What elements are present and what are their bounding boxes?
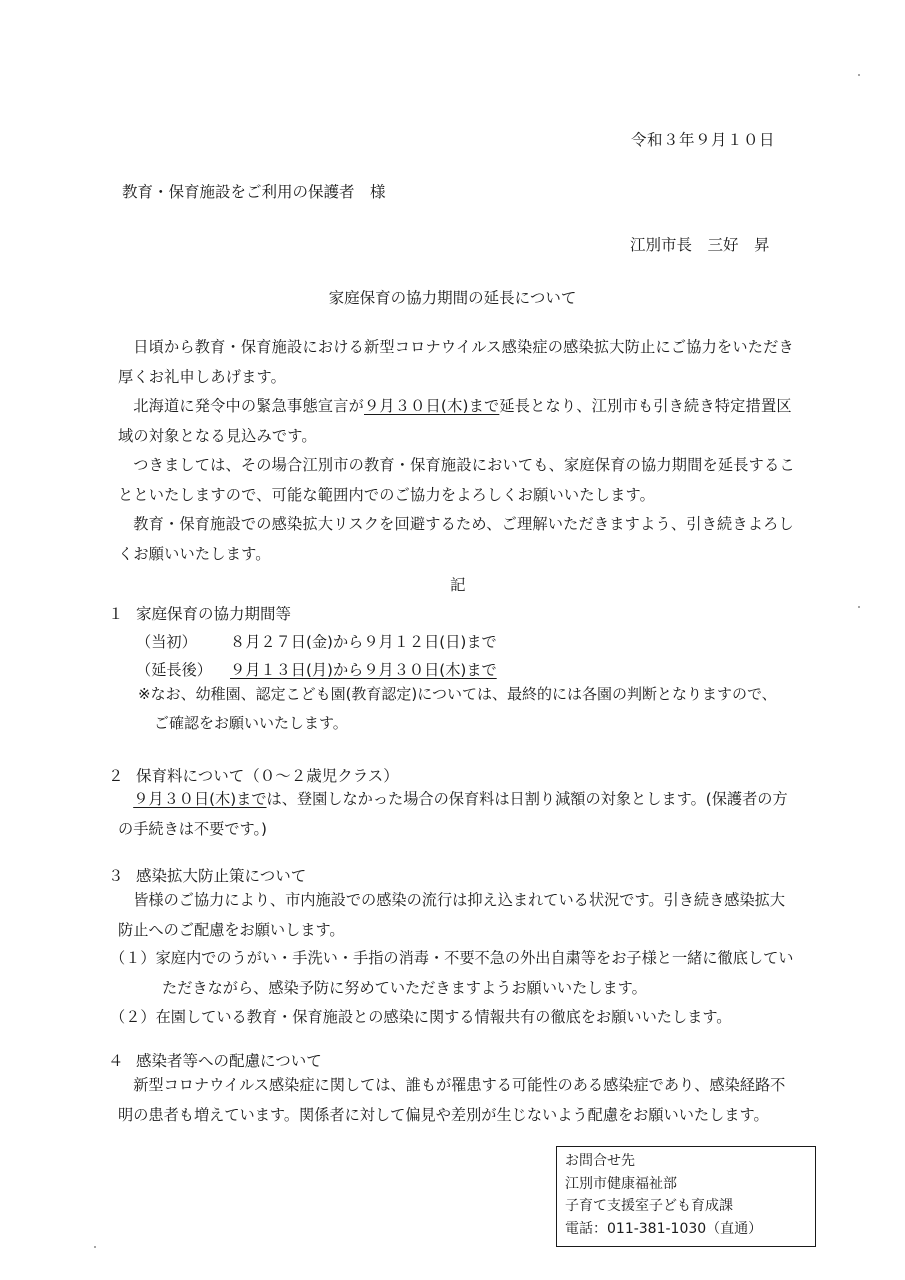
period-initial — [136, 631, 497, 652]
section-2-number: ２ — [108, 767, 124, 785]
period-extended-label: （延長後） — [136, 661, 212, 679]
section-4-heading — [108, 1049, 322, 1071]
section-3-title: 感染拡大防止策について — [136, 867, 307, 885]
document-date: 令和３年９月１０日 — [631, 131, 776, 149]
section-3-body — [118, 886, 800, 945]
addressee: 教育・保育施設をご利用の保護者 様 — [122, 183, 386, 201]
period-initial-value: ８月２７日(金)から９月１２日(日)まで — [230, 633, 497, 651]
section-2-body-text: は、登園しなかった場合の保育料は日割り減額の対象とします。(保護者の方の手続きは不要です。) — [118, 790, 788, 838]
intro-paragraph-2-end: 延長となり、江別市も引き続き特定措置区域の対象となる見込みです。 — [118, 397, 792, 445]
intro-paragraph-1: 日頃から教育・保育施設における新型コロナウイルス感染症の感染拡大防止にご協力をいただき厚くお礼申しあげます。 — [118, 338, 794, 386]
section-3-heading — [108, 864, 306, 886]
section-3-items — [110, 944, 800, 1033]
contact-box — [556, 1146, 816, 1247]
section-2-title: 保育料について（０～２歳児クラス） — [136, 767, 399, 785]
scan-speck — [858, 74, 860, 76]
period-extended-value: ９月１３日(月)から９月３０日(木)まで — [230, 661, 497, 679]
intro-paragraph-4: 教育・保育施設での感染拡大リスクを回避するため、ご理解いただきますよう、引き続きよろしくお願いいたします。 — [118, 515, 794, 563]
intro-paragraph-3: つきましては、その場合江別市の教育・保育施設においても、家庭保育の協力期間を延長することといたしますので、可能な範囲内でのご協力をよろしくお願いいたします。 — [118, 456, 795, 504]
section-1-note-line-2: ご確認をお願いいたします。 — [154, 714, 348, 732]
section-3-body-text: 皆様のご協力により、市内施設での感染の流行は抑え込まれている状況です。引き続き感染拡大防止へのご配慮をお願いします。 — [118, 891, 786, 939]
intro-paragraph-2-start: 北海道に発令中の緊急事態宣言が — [133, 397, 364, 415]
contact-section: 子育て支援室子ども育成課 — [565, 1198, 733, 1214]
section-2-heading — [108, 764, 399, 786]
section-1-title: 家庭保育の協力期間等 — [136, 605, 292, 623]
contact-label: お問合せ先 — [565, 1153, 635, 1169]
period-extended — [136, 659, 497, 680]
ki-heading: 記 — [450, 576, 466, 594]
section-4-number: ４ — [108, 1052, 124, 1070]
intro-deadline-underlined: ９月３０日(木)まで — [364, 397, 500, 415]
section-1-heading — [108, 602, 291, 624]
section-2-body — [118, 785, 800, 844]
section-4-body-text: 新型コロナウイルス感染症に関しては、誰もが罹患する可能性のある感染症であり、感染経路不明の患者も増えています。関係者に対して偏見や差別が生じないよう配慮をお願いいたします。 — [118, 1076, 786, 1124]
section-3-item-1: （１）家庭内でのうがい・手洗い・手指の消毒・不要不急の外出自粛等をお子様と一緒に徹底していただきながら、感染予防に努めていただきますようお願いいたします。 — [110, 949, 794, 997]
section-4-title: 感染者等への配慮について — [136, 1052, 322, 1070]
intro-paragraph-2 — [118, 392, 798, 451]
scan-speck — [94, 1246, 96, 1248]
section-1-number: １ — [108, 605, 124, 623]
sender: 江別市長 三好 昇 — [630, 236, 770, 254]
section-2-deadline-underlined: ９月３０日(木)まで — [133, 790, 267, 808]
section-4-body — [118, 1071, 800, 1130]
period-initial-label: （当初） — [136, 633, 197, 651]
section-1-note — [138, 680, 798, 738]
scan-speck — [858, 606, 860, 608]
section-1-note-line-1: ※なお、幼稚園、認定こども園(教育認定)については、最終的には各園の判断となりますので、 — [138, 685, 777, 703]
contact-department: 江別市健康福祉部 — [565, 1175, 677, 1192]
contact-phone: 電話：011-381-1030（直通） — [565, 1220, 763, 1237]
section-3-number: ３ — [108, 867, 124, 885]
intro-paragraphs — [118, 333, 798, 569]
section-3-item-2: （２）在園している教育・保育施設との感染に関する情報共有の徹底をお願いいたします。 — [110, 1008, 732, 1026]
document-title: 家庭保育の協力期間の延長について — [328, 289, 577, 307]
